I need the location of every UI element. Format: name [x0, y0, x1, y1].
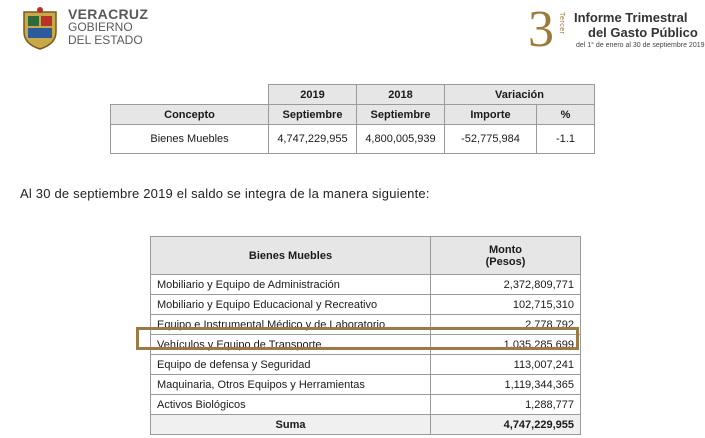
- org-subtitle-1: GOBIERNO: [68, 20, 133, 34]
- row-label: Activos Biológicos: [151, 395, 431, 415]
- row-value-2018: 4,800,005,939: [357, 125, 445, 154]
- table-row: [151, 395, 581, 415]
- row-label: Vehículos y Equipo de Transporte: [151, 335, 431, 355]
- row-amount: 102,715,310: [431, 295, 581, 315]
- report-title-line2: del Gasto Público: [588, 25, 698, 40]
- row-amount: 1,119,344,365: [431, 375, 581, 395]
- table-row: [151, 355, 581, 375]
- report-period: del 1° de enero al 30 de septiembre 2019: [576, 42, 705, 49]
- table-row: [151, 275, 581, 295]
- header-year-2018: 2018: [357, 85, 445, 105]
- header-percent: %: [537, 105, 595, 125]
- header-monto-line1: Monto: [489, 243, 522, 256]
- report-title-line1: Informe Trimestral: [574, 10, 688, 25]
- header-monto: [431, 237, 581, 275]
- row-label: Equipo e Instrumental Médico y de Laboratorio: [151, 315, 431, 335]
- highlight-box: [136, 327, 579, 350]
- header-sep-2019: Septiembre: [269, 105, 357, 125]
- row-label: Equipo de defensa y Seguridad: [151, 355, 431, 375]
- row-label: Mobiliario y Equipo Educacional y Recreativo: [151, 295, 431, 315]
- row-amount: 2,778,792: [431, 315, 581, 335]
- header-monto-line2: (Pesos): [485, 255, 526, 268]
- row-amount: 113,007,241: [431, 355, 581, 375]
- header-bienes-muebles: Bienes Muebles: [151, 237, 431, 275]
- row-amount: -52,775,984: [445, 125, 537, 154]
- intro-paragraph: Al 30 de septiembre 2019 el saldo se integra de la manera siguiente:: [20, 186, 430, 201]
- row-label: Maquinaria, Otros Equipos y Herramientas: [151, 375, 431, 395]
- row-amount: 1,035,285,699: [431, 335, 581, 355]
- summary-table: [110, 84, 595, 154]
- report-ordinal: Tercer: [558, 12, 565, 35]
- row-amount: 2,372,809,771: [431, 275, 581, 295]
- header-amount: Importe: [445, 105, 537, 125]
- total-label: Suma: [151, 415, 431, 435]
- table-row: [151, 375, 581, 395]
- total-amount: 4,747,229,955: [431, 415, 581, 435]
- report-number: 3: [528, 1, 554, 58]
- header-year-2019: 2019: [269, 85, 357, 105]
- state-seal-icon: [20, 6, 60, 50]
- row-amount: 1,288,777: [431, 395, 581, 415]
- row-value-2019: 4,747,229,955: [269, 125, 357, 154]
- row-percent: -1.1: [537, 125, 595, 154]
- org-subtitle-2: DEL ESTADO: [68, 33, 143, 47]
- table-row: [111, 125, 595, 154]
- row-concept: Bienes Muebles: [111, 125, 269, 154]
- org-name: VERACRUZ: [68, 6, 149, 22]
- header-concept: Concepto: [111, 105, 269, 125]
- row-label: Mobiliario y Equipo de Administración: [151, 275, 431, 295]
- report-logo: [528, 1, 705, 58]
- blank-cell: [111, 85, 269, 105]
- header-sep-2018: Septiembre: [357, 105, 445, 125]
- header-variation: Variación: [445, 85, 595, 105]
- table-row: [151, 295, 581, 315]
- total-row: [151, 415, 581, 435]
- veracruz-logo: [20, 6, 190, 50]
